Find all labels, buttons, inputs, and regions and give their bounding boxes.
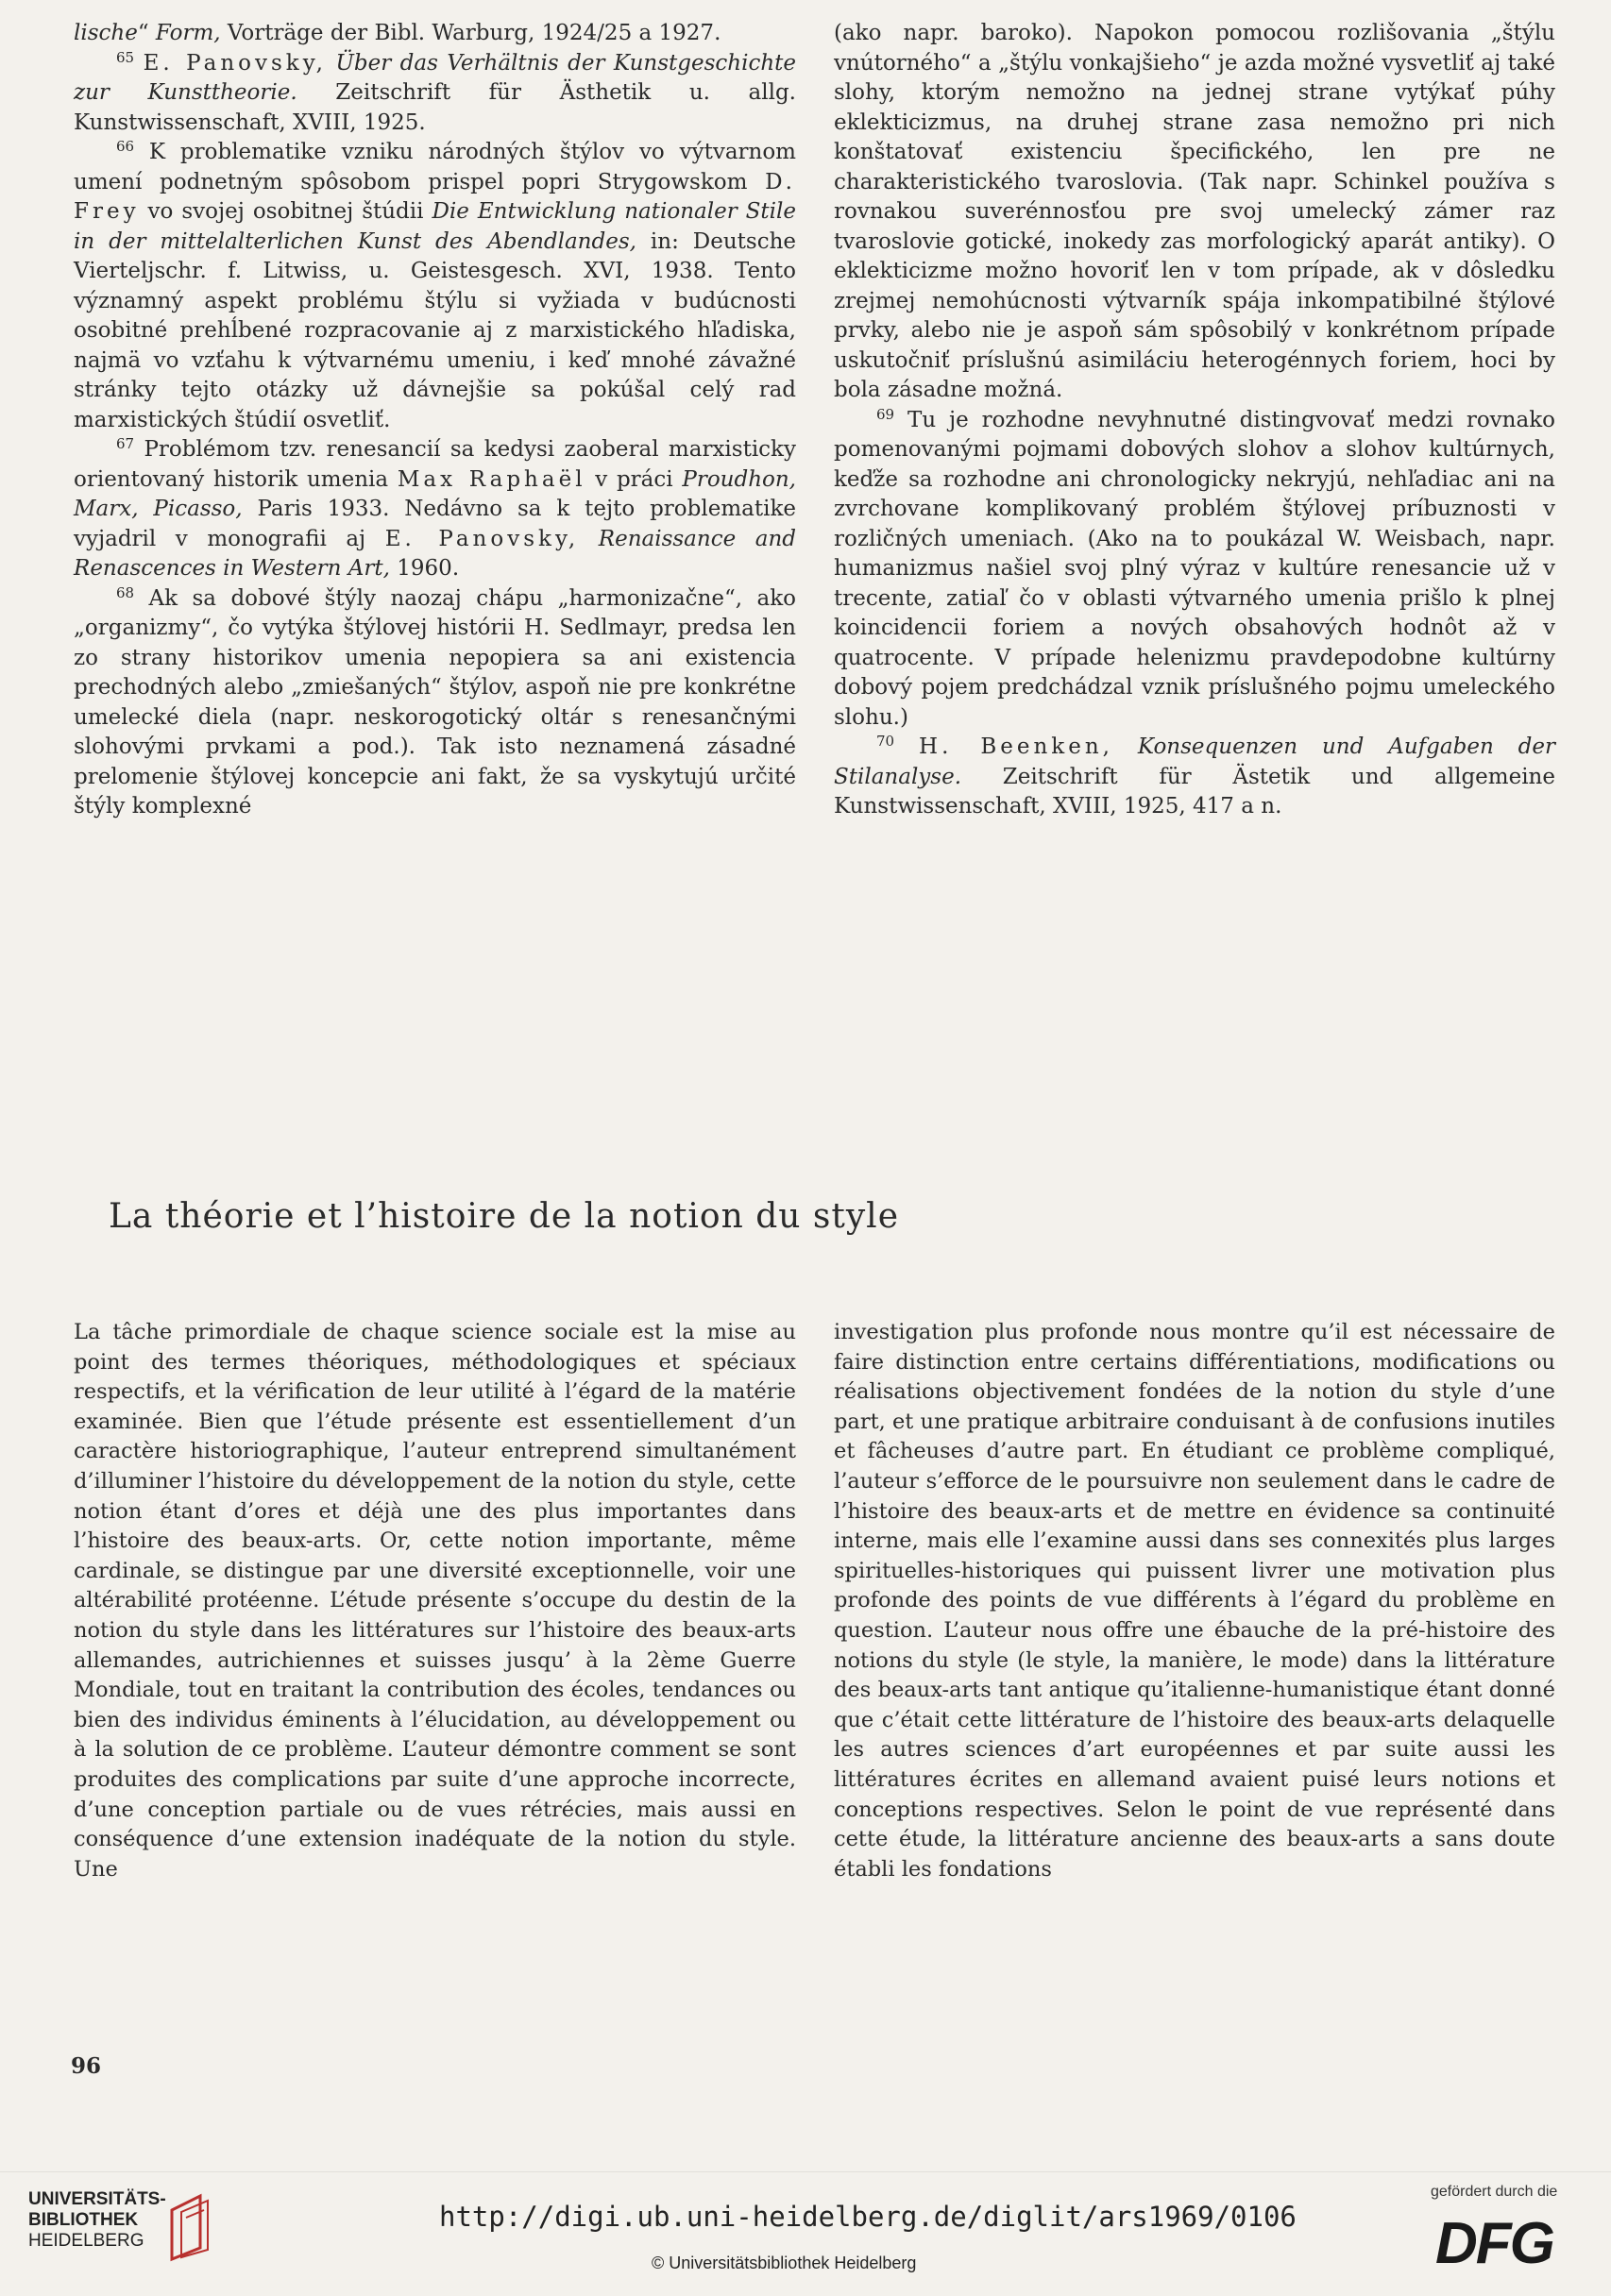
- footnote: [74, 19, 796, 49]
- footnotes-right-column: [834, 19, 1555, 822]
- footnote-text: K problematike vzniku národných štýlov vo výtvarnom umení podnetným spôsobom prispel popri Strygowskom: [74, 140, 796, 194]
- footnote-text: Ak sa dobové štýly naozaj chápu „harmonizačne“, ako „organizmy“, čo vytýka štýlovej histórii H. Sedlmayr, predsa len zo strany historikov umenia nepopiera sa ani existencia prechodných alebo „zmiešaných“ štýlov, aspoň nie pre konkrétne umelecké diela (napr. neskorogotický oltár s renesančnými slohovými prvkami a pod.). Tak isto neznamená zásadné prelomenie štýlovej koncepcie ani fakt, že sa vyskytujú určité štýly komplexné: [74, 585, 796, 819]
- summary-right-text: investigation plus profonde nous montre qu’il est nécessaire de faire distinction entre certains différentiations, modifications ou réalisations objectivement fondées de la notion du style d’une part, et une pratique arbitraire conduisant à de confusions inutiles et fâcheuses d’autre part. En étudiant ce problème compliqué, l’auteur s’efforce de le poursuivre non seulement dans le cadre de l’histoire des beaux-arts et de mettre en évidence sa continuité interne, mais elle l’examine aussi dans ses connexités plus larges spirituelles-historiques qui puissent livrer une motivation plus profonde des points de vue différents à l’égard du problème en question. L’auteur nous offre une ébauche de la pré-histoire des notions du style (le style, la manière, le mode) dans la littérature des beaux-arts tant antique qu’italienne-humanistique étant donné que c’était cette littérature de l’histoire des beaux-arts delaquelle les autres sciences d’art européennes et par suite aussi les littératures écrites en allemand avaient puisé leurs notions et conceptions respectives. Selon le point de vue représenté dans cette étude, la littérature ancienne des beaux-arts a sans doute établi les fondations: [834, 1320, 1555, 1882]
- copyright-notice: © Universitätsbibliothek Heidelberg: [652, 2254, 917, 2272]
- footnote-text: Tu je rozhodne nevyhnutné distingvovať medzi rovnako pomenovanými pojmami dobových slohov a slohov kultúrnych, keďže sa rozhodne ani chronologicky nekryjú, nehľadiac ani na zvrchovane komplikovaný problém štýlovej príbuznosti v rozličných umeniach. (Ako na to poukázal W. Weisbach, napr. humanizmus našiel svoj plný výraz v kultúre renesancie už v trecente, zatiaľ čo v oblasti výtvarného umenia prišlo k plnej koincidencii foriem a nových obsahových hodnôt až v quatrocente. V prípade helenizmu pravdepodobne kultúrny dobový pojem predchádzal vznik príslušného pojmu umeleckého slohu.): [834, 407, 1555, 730]
- footnote-text: [579, 527, 599, 551]
- footnote-title: Form,: [155, 21, 221, 45]
- dfg-logo: DFG: [1435, 2211, 1553, 2276]
- footnote-text: E. Panovsky,: [143, 50, 327, 76]
- footnote-text: H. Beenken,: [919, 734, 1113, 759]
- footnote-text: “: [137, 21, 156, 45]
- article-summary-heading: La théorie et l’histoire de la notion du style: [109, 1197, 899, 1236]
- footnote-text: vo svojej osobitnej štúdii: [139, 199, 432, 224]
- footnote-text: (ako napr. baroko). Napokon pomocou rozlišovania „štýlu vnútorného“ a „štýlu vonkajšieho“ je azda možné vysvetliť aj také slohy, ktorým nemožno na jednej strane vytýkať púhy eklekticizmus, na druhej strane zasa nemožno pri nich konštatovať existenciu špecifického, len pre ne charakteristického tvaroslovia. (Tak napr. Schinkel používa s rovnakou suverénnosťou pre svoj umelecký zámer raz tvaroslovie gotické, inokedy zas morfologický aparát antiky). O eklekticizme možno hovoriť len v tom prípade, ak v dôsledku zrejmej nemohúcnosti výtvarník spája inkompatibilné štýlové prvky, alebo nie je aspoň sám spôsobilý v konkrétnom prípade uskutočniť príslušnú asimiláciu heterogénnych foriem, hoci by bola zásadne možná.: [834, 21, 1555, 402]
- footnote-number: 68: [116, 583, 135, 601]
- digitization-footer: [0, 2171, 1611, 2296]
- summary-right-column: [834, 1318, 1555, 1884]
- footnote-text: Max Raphaël: [397, 466, 586, 492]
- footnote-text: in: Deutsche Vierteljschr. f. Litwiss, u. Geistesgesch. XVI, 1938. Tento významný aspekt problému štýlu si vyžiada v budúcnosti osobitné prehĺbené rozpracovanie aj z marxistického hľadiska, najmä vo vzťahu k výtvarnému umeniu, i keď mnohé závažné stránky tejto otázky už dávnejšie sa pokúšal celý rad marxistických štúdií osvetliť.: [74, 228, 796, 432]
- library-logo-icon: [162, 2191, 219, 2262]
- footnote-text: [134, 51, 144, 76]
- footnote-text: 1960.: [389, 556, 460, 581]
- library-name-line3: HEIDELBERG: [28, 2231, 144, 2251]
- source-url-link[interactable]: http://digi.ub.uni-heidelberg.de/diglit/ars1969/0106: [439, 2201, 1297, 2233]
- library-name-line1: UNIVERSITÄTS-: [28, 2189, 166, 2209]
- footnote: [834, 733, 1555, 822]
- footnote-title: lische: [74, 21, 138, 45]
- footnote-title: Die Entwicklung nationaler Stile in der mittelalterlichen Kunst des Abendlandes,: [74, 199, 796, 254]
- footnote-number: 69: [876, 405, 895, 423]
- library-name-line2: BIBLIOTHEK: [28, 2210, 139, 2230]
- footnote: [74, 49, 796, 139]
- page-number: 96: [71, 2053, 102, 2079]
- footnote-number: 67: [116, 435, 135, 452]
- funded-by-caption: gefördert durch die: [1431, 2184, 1558, 2200]
- footnote-text: v práci: [585, 466, 683, 492]
- footnote-text: Zeitschrift für Ästetik und allgemeine Kunstwissenschaft, XVIII, 1925, 417 a n.: [834, 764, 1555, 819]
- footnote-number: 65: [116, 48, 135, 66]
- footnote-text: [894, 734, 919, 759]
- footnote-text: Problémom tzv. renesancií sa kedysi zaoberal marxisticky orientovaný historik umenia: [74, 437, 796, 492]
- footnote-title: Proudhon, Marx, Picasso,: [74, 466, 796, 521]
- footnote-text: Paris 1933. Nedávno sa k tejto problematike vyjadril v monografii aj: [74, 497, 797, 551]
- footnote-number: 70: [876, 733, 895, 750]
- footnote: [834, 406, 1555, 734]
- footnote: [74, 584, 796, 822]
- footnote: [834, 19, 1555, 406]
- footnotes-left-column: [74, 19, 796, 822]
- footnote-text: Vorträge der Bibl. Warburg, 1924/25 a 1927.: [220, 21, 721, 45]
- footnote-text: Zeitschrift für Ästhetik u. allg. Kunstwissenschaft, XVIII, 1925.: [74, 80, 796, 135]
- summary-left-text: La tâche primordiale de chaque science sociale est la mise au point des termes théoriques, méthodologiques et spéciaux respectifs, et la vérification de leur utilité à l’égard de la matérie examinée. Bien que l’étude présente est essentiellement d’un caractère historiographique, l’auteur entreprend simultanément d’illuminer l’histoire du développement de la notion du style, cette notion étant d’ores et déjà une des plus importantes dans l’histoire des beaux-arts. Or, cette notion importante, même cardinale, se distingue par une diversité exceptionnelle, voir une altérabilité protéenne. L’étude présente s’occupe du destin de la notion du style dans les littératures sur l’histoire des beaux-arts allemandes, autrichiennes et suisses jusqu’ à la 2ème Guerre Mondiale, tout en traitant la contribution des écoles, tendances ou bien des individus éminents à l’élucidation, au développement ou à la solution de ce problème. L’auteur démontre comment se sont produites des complications par suite d’une approche incorrecte, d’une conception partiale ou de vues rétrécies, mais aussi en conséquence d’une extension inadéquate de la notion du style. Une: [74, 1320, 796, 1882]
- footnote: [74, 138, 796, 435]
- footnote-title: Über das Verhältnis der Kunstgeschichte zur Kunsttheorie.: [74, 50, 797, 105]
- footnote: [74, 435, 796, 584]
- footnote-text: D. Frey: [74, 169, 796, 224]
- footnote-text: [1113, 734, 1138, 759]
- summary-left-column: [74, 1318, 796, 1884]
- footnote-number: 66: [116, 138, 135, 155]
- library-name: [28, 2189, 166, 2252]
- footnote-title: Konsequenzen und Aufgaben der Stilanalyse.: [834, 734, 1556, 789]
- footnote-title: Renaissance and Renascences in Western Art,: [74, 526, 796, 581]
- footnote-text: E. Panovsky,: [384, 526, 580, 551]
